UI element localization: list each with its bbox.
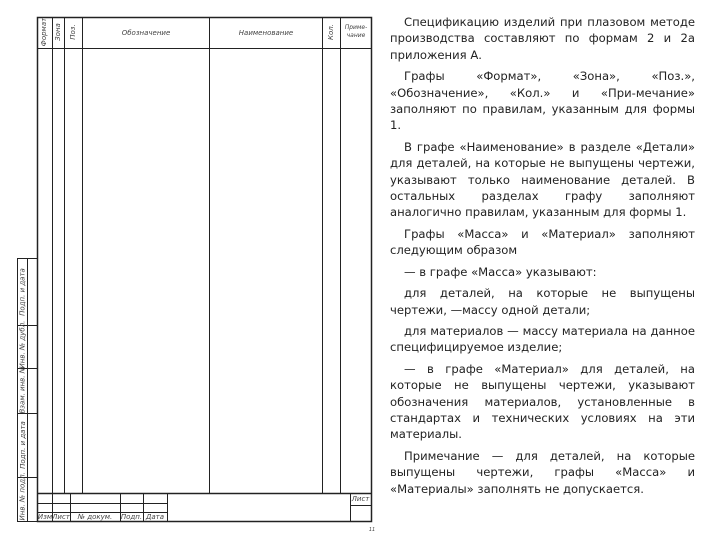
side-dup-inv-no: Инв. № дубл.	[18, 320, 27, 369]
paragraph: — в графе «Материал» для деталей, на которые не выпущены чертежи, указывают обозначения материалов, установленные в стандартах и технических условиях на эти материалы.	[390, 361, 695, 442]
paragraph: — в графе «Масса» указывают:	[404, 264, 597, 279]
header-zone: Зона	[54, 23, 62, 41]
side-orig-inv-no: Инв. № подл.	[18, 472, 27, 521]
header-name: Наименование	[238, 29, 294, 37]
header-designation: Обозначение	[121, 29, 171, 37]
stamp-date: Дата	[145, 513, 165, 521]
paragraph: Примечание — для деталей, на которые выпущены чертежи, графы «Масса» и «Материалы» заполнять не допускается.	[390, 448, 695, 496]
header-format: Формат	[40, 17, 48, 47]
header-qty: Кол.	[327, 24, 335, 40]
paragraph: Графы «Формат», «Зона», «Поз.», «Обозначение», «Кол.» и «При-мечание» заполняют по правилам, указанным для формы 1.	[390, 69, 695, 133]
paragraph: Графы «Масса» и «Материал» заполняют следующим образом	[390, 226, 695, 258]
stamp-sheet-box: Лист	[351, 495, 370, 503]
stamp-doc-no: № докум.	[77, 513, 113, 521]
stamp-change: Изм	[37, 513, 53, 521]
paragraph: Спецификацию изделий при плазовом методе производства составляют по формам 2 и 2а приложения А.	[390, 15, 695, 62]
header-pos: Поз.	[69, 24, 77, 40]
paragraph: В графе «Наименование» в разделе «Детали» для деталей, на которые не выпущены чертежи, указывают только наименование деталей. В остальных разделах графу заполняют аналогично правилам, указанным для формы 1.	[390, 139, 695, 220]
side-sign-date-1: Подп. и дата	[18, 268, 27, 316]
side-replace-inv-no: Взам. инв. №	[18, 365, 27, 414]
header-note: Приме- чание	[344, 24, 368, 39]
paragraph: для материалов — массу материала на данное специфицируемое изделие;	[390, 323, 695, 355]
stamp-sign: Подп.	[120, 513, 143, 521]
body-text	[390, 14, 695, 502]
page-number: 11	[368, 527, 376, 533]
stamp-sheet: Лист	[52, 513, 70, 521]
side-sign-date-2: Подп. и дата	[19, 421, 27, 469]
paragraph: для деталей, на которые не выпущены чертежи, —массу одной детали;	[390, 286, 695, 317]
